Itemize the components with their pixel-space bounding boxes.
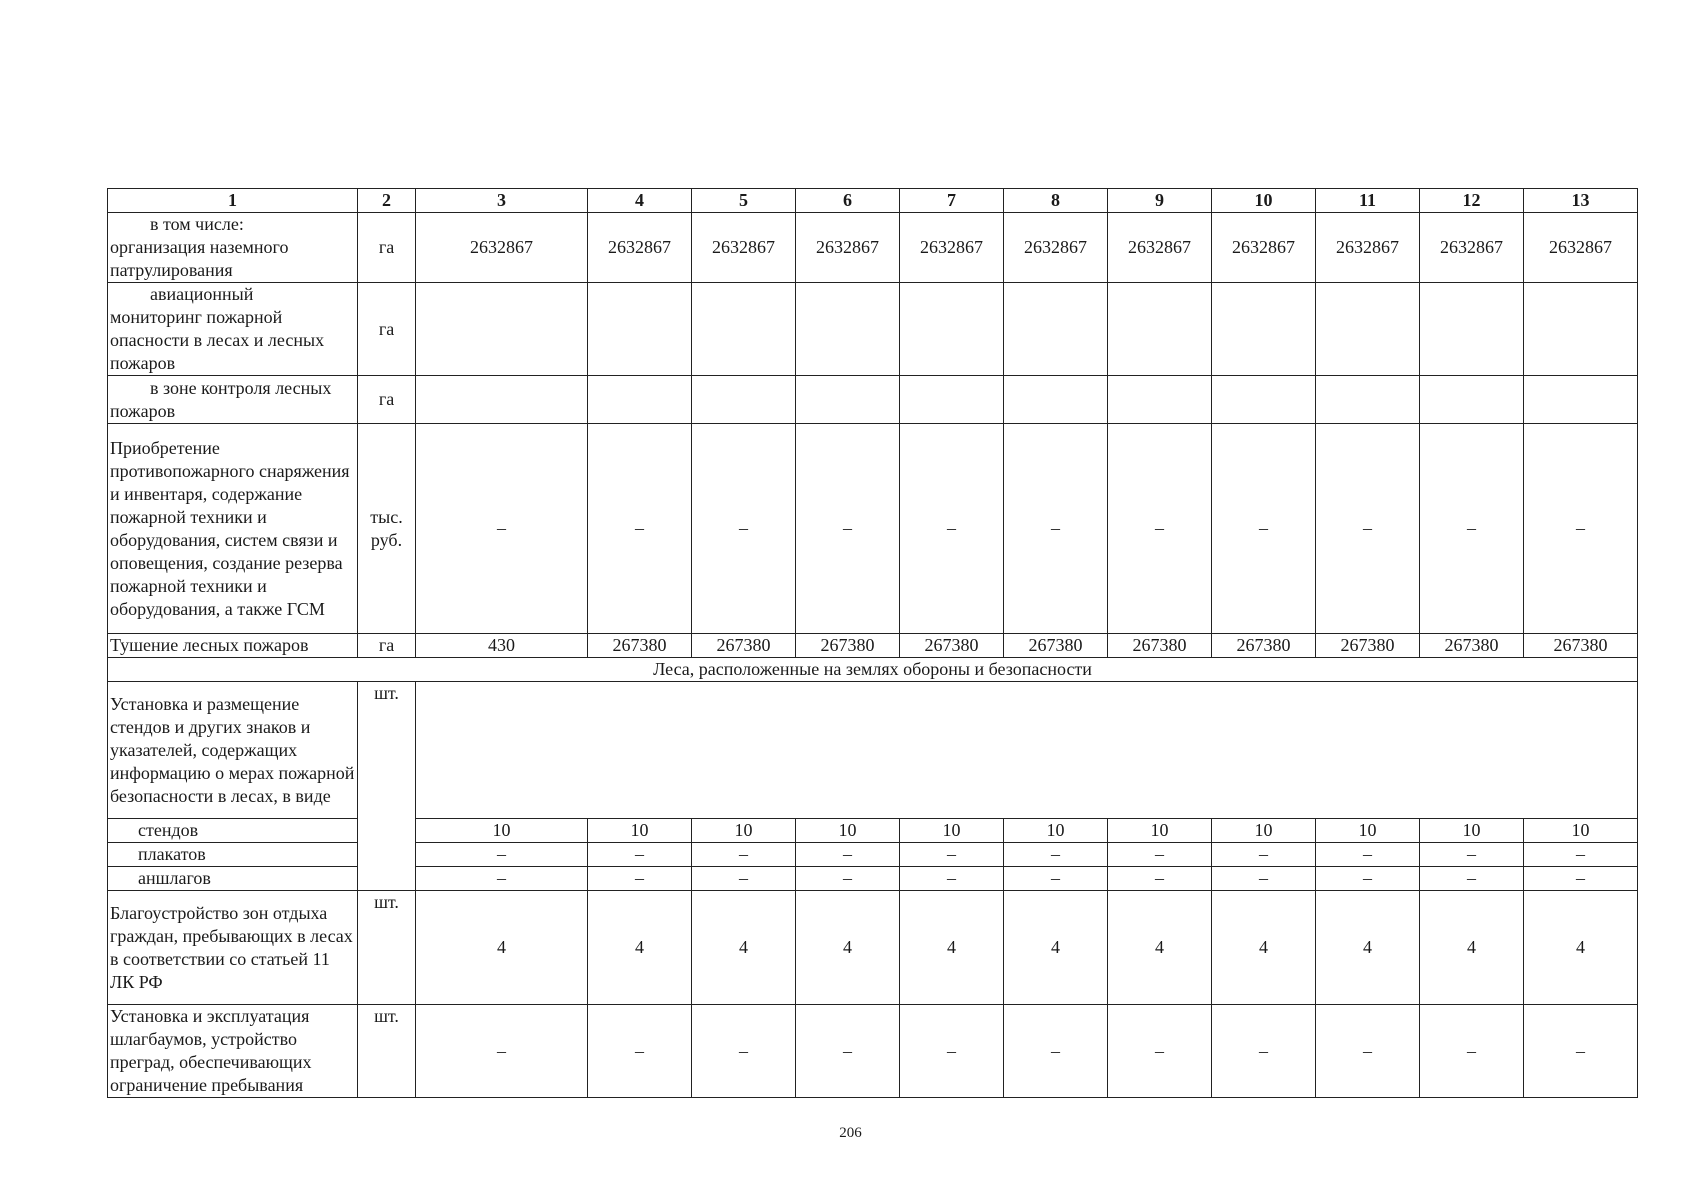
table-cell: 10 (588, 819, 692, 843)
table-cell: – (692, 424, 796, 634)
column-header: 7 (900, 189, 1004, 213)
table-cell: 2632867 (1316, 213, 1420, 283)
column-header: 10 (1212, 189, 1316, 213)
column-header: 13 (1524, 189, 1638, 213)
table-cell: – (1524, 867, 1638, 891)
table-cell: 267380 (1420, 634, 1524, 658)
table-cell: 10 (796, 819, 900, 843)
table-row (108, 819, 1638, 843)
table-cell: – (692, 867, 796, 891)
row-name: стендов (108, 819, 358, 843)
table-cell: – (692, 843, 796, 867)
table-cell: – (1420, 843, 1524, 867)
table-cell: 267380 (1004, 634, 1108, 658)
table-cell: 2632867 (1420, 213, 1524, 283)
row-name-first: в том числе: (150, 214, 244, 234)
column-header: 9 (1108, 189, 1212, 213)
table-cell (1004, 376, 1108, 424)
table-row (108, 843, 1638, 867)
table-cell (900, 376, 1004, 424)
table-cell: 4 (1524, 891, 1638, 1005)
row-unit: га (358, 213, 416, 283)
row-name (108, 213, 358, 283)
row-unit: га (358, 634, 416, 658)
row-name (108, 634, 358, 658)
table-cell: – (1108, 843, 1212, 867)
table-cell: – (1108, 867, 1212, 891)
table-cell (1524, 283, 1638, 376)
row-name (108, 376, 358, 424)
table-cell: – (900, 843, 1004, 867)
table-cell (900, 283, 1004, 376)
page-number: 206 (839, 1125, 862, 1141)
table-cell (588, 376, 692, 424)
table-cell (1316, 283, 1420, 376)
row-unit: га (358, 283, 416, 376)
fire-safety-table (107, 188, 1638, 1098)
table-cell: 267380 (588, 634, 692, 658)
row-unit: шт. (358, 891, 416, 1005)
table-cell: 2632867 (1524, 213, 1638, 283)
table-cell: – (416, 867, 588, 891)
table-cell: – (416, 424, 588, 634)
table-cell: 4 (796, 891, 900, 1005)
row-name-first: авиационный (150, 284, 254, 304)
table-cell: – (796, 424, 900, 634)
table-cell: 4 (588, 891, 692, 1005)
row-unit: шт. (358, 1005, 416, 1098)
table-cell (1004, 283, 1108, 376)
row-name-rest: противопожарного снаряжения и инвентаря, содержание пожарной техники и оборудования, систем связи и оповещения, создание резерва пожарной техники и оборудования, а также ГСМ (110, 460, 350, 619)
table-cell: 2632867 (1004, 213, 1108, 283)
row-name: Установка и эксплуатация шлагбаумов, устройство преград, обеспечивающих ограничение пребывания (108, 1005, 358, 1098)
table-row (108, 283, 1638, 376)
table-cell: – (1316, 867, 1420, 891)
table-cell: 4 (1420, 891, 1524, 1005)
header-row (108, 189, 1638, 213)
table-row (108, 1005, 1638, 1098)
table-row (108, 634, 1638, 658)
table-cell: – (588, 424, 692, 634)
table-cell: – (416, 843, 588, 867)
table-cell: 10 (1316, 819, 1420, 843)
table-cell: – (1004, 1005, 1108, 1098)
table-cell: 2632867 (1108, 213, 1212, 283)
table-cell: – (1004, 424, 1108, 634)
table-cell: 267380 (1108, 634, 1212, 658)
row-unit: шт. (358, 682, 416, 891)
table-cell: – (1420, 1005, 1524, 1098)
table-cell: 10 (900, 819, 1004, 843)
table-cell: – (796, 867, 900, 891)
table-cell: 10 (1420, 819, 1524, 843)
table-cell: – (1316, 843, 1420, 867)
table-cell (1108, 376, 1212, 424)
row-name-first: в зоне контроля лесных (150, 377, 332, 398)
table-cell: 10 (692, 819, 796, 843)
table-cell (796, 283, 900, 376)
column-header: 6 (796, 189, 900, 213)
table-cell: 10 (1212, 819, 1316, 843)
table-cell: 2632867 (796, 213, 900, 283)
table-cell (1524, 376, 1638, 424)
table-cell (1420, 376, 1524, 424)
row-name-rest: мониторинг пожарной опасности в лесах и лесных пожаров (110, 307, 325, 373)
table-cell: 10 (1524, 819, 1638, 843)
table-cell: 10 (416, 819, 588, 843)
table-cell: 2632867 (1212, 213, 1316, 283)
table-cell: 430 (416, 634, 588, 658)
table-cell: – (1524, 424, 1638, 634)
table-row (108, 867, 1638, 891)
table-cell: – (692, 1005, 796, 1098)
table-cell: 2632867 (900, 213, 1004, 283)
table-cell: 267380 (1524, 634, 1638, 658)
row-name (108, 283, 358, 376)
table-cell: – (1108, 424, 1212, 634)
table-cell: 267380 (1212, 634, 1316, 658)
table-cell: 4 (1004, 891, 1108, 1005)
table-cell: 10 (1004, 819, 1108, 843)
table-cell (1420, 283, 1524, 376)
table-cell: 4 (692, 891, 796, 1005)
table-cell: – (1316, 424, 1420, 634)
row-name-first: Тушение лесных пожаров (110, 635, 309, 655)
table-row (108, 424, 1638, 634)
table-cell: – (588, 867, 692, 891)
row-unit: тыс. руб. (358, 424, 416, 634)
table-cell: – (900, 1005, 1004, 1098)
column-header: 5 (692, 189, 796, 213)
table-cell (796, 376, 900, 424)
column-header: 11 (1316, 189, 1420, 213)
table-cell: – (588, 843, 692, 867)
column-header: 8 (1004, 189, 1108, 213)
table-cell: 267380 (796, 634, 900, 658)
row-unit: га (358, 376, 416, 424)
table-cell: – (1420, 867, 1524, 891)
row-name: Установка и размещение стендов и других знаков и указателей, содержащих информацию о мерах пожарной безопасности в лесах, в виде (108, 682, 358, 819)
table-cell (1212, 283, 1316, 376)
table-cell: 2632867 (416, 213, 588, 283)
table-row (108, 891, 1638, 1005)
table-cell: – (1212, 424, 1316, 634)
table-cell: – (1108, 1005, 1212, 1098)
row-name-first: Приобретение (110, 437, 220, 458)
column-header: 4 (588, 189, 692, 213)
row-name: Благоустройство зон отдыха граждан, пребывающих в лесах в соответствии со статьей 11 ЛК РФ (108, 891, 358, 1005)
table-cell: – (900, 424, 1004, 634)
column-header: 3 (416, 189, 588, 213)
section-title: Леса, расположенные на землях обороны и безопасности (108, 658, 1638, 682)
row-name-rest: организация наземного патрулирования (110, 237, 289, 280)
table-cell: – (416, 1005, 588, 1098)
column-header: 1 (108, 189, 358, 213)
column-header: 12 (1420, 189, 1524, 213)
table-cell: – (900, 867, 1004, 891)
merged-empty-cell (416, 682, 1638, 819)
table-cell: 4 (416, 891, 588, 1005)
table-row (108, 682, 1638, 819)
table-cell: – (1004, 843, 1108, 867)
table-row (108, 213, 1638, 283)
table-cell (1108, 283, 1212, 376)
table-cell: – (1004, 867, 1108, 891)
table-cell (1316, 376, 1420, 424)
table-cell: 10 (1108, 819, 1212, 843)
table-cell: – (1212, 1005, 1316, 1098)
table-cell: – (1212, 843, 1316, 867)
table-cell: – (588, 1005, 692, 1098)
table-cell: 267380 (900, 634, 1004, 658)
table-cell: 4 (900, 891, 1004, 1005)
table-cell: 4 (1108, 891, 1212, 1005)
section-row (108, 658, 1638, 682)
table-cell: – (1316, 1005, 1420, 1098)
table-cell: – (1212, 867, 1316, 891)
row-name-rest: пожаров (110, 400, 176, 421)
table-cell: – (796, 1005, 900, 1098)
table-cell (416, 283, 588, 376)
table-cell: – (796, 843, 900, 867)
row-name (108, 424, 358, 634)
table-cell: – (1524, 843, 1638, 867)
table-cell: 2632867 (588, 213, 692, 283)
table-cell (1212, 376, 1316, 424)
table-cell: 4 (1212, 891, 1316, 1005)
table-cell: 267380 (1316, 634, 1420, 658)
table-cell (692, 283, 796, 376)
table-row (108, 376, 1638, 424)
table-cell (416, 376, 588, 424)
table-cell: 267380 (692, 634, 796, 658)
table-cell (588, 283, 692, 376)
column-header: 2 (358, 189, 416, 213)
table-cell: – (1420, 424, 1524, 634)
table-cell: 4 (1316, 891, 1420, 1005)
table-cell: 2632867 (692, 213, 796, 283)
row-name: аншлагов (108, 867, 358, 891)
table-cell: – (1524, 1005, 1638, 1098)
table-cell (692, 376, 796, 424)
row-name: плакатов (108, 843, 358, 867)
